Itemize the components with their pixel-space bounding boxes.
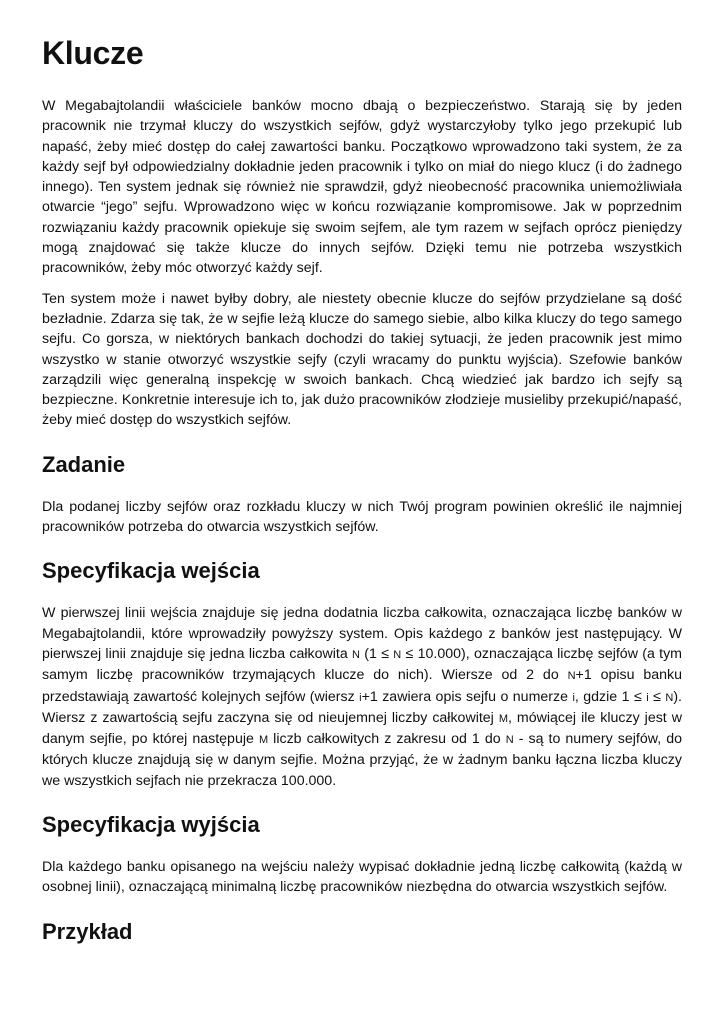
variable-n: N — [352, 648, 360, 661]
intro-paragraph-1: W Megabajtolandii właściciele banków mocno dbają o bezpieczeństwo. Starają się by jeden pracownik nie trzymał kluczy do wszystkich sejfów, gdyż wystarczyłoby tylko jego przekupić lub napaść, żeby mieć dostęp do całej zawartości banku. Początkowo wprowadzono taki system, że za każdy sejf był odpowiedzialny dokładnie jeden pracownik i tylko on miał do niego klucz (i do żadnego innego). Ten system jednak się również nie sprawdził, gdyż nieobecność pracownika uniemożliwiała otwarcie “jego” sejfu. Wprowadzono więc w końcu rozwiązanie kompromisowe. Jak w poprzednim rozwiązaniu każdy pracownik opiekuje się swoim sejfem, ale tym razem w sejfach oprócz pieniędzy mogą znajdować się także klucze do innych sejfów. Dzięki temu nie potrzeba wszystkich pracowników, żeby móc otworzyć każdy sejf. — [42, 98, 682, 277]
variable-i: i — [646, 691, 649, 704]
input-text-part: , mówiącej ile kluczy jest w danym sejfie, po której następuje — [42, 709, 682, 748]
variable-m: M — [258, 734, 269, 747]
variable-m: M — [498, 712, 508, 725]
variable-n: N — [393, 648, 402, 661]
example-heading: Przykład — [42, 918, 133, 944]
variable-n: N — [665, 691, 674, 704]
input-text-part: +1 zawiera opis sejfu o numerze — [361, 688, 573, 705]
input-text-part: ). Wiersz z zawartością sejfu zaczyna się od nieujemnej liczby całkowitej — [42, 688, 682, 726]
intro-paragraph-2: Ten system może i nawet byłby dobry, ale niestety obecnie klucze do sejfów przydzielane są dość bezładnie. Zdarza się tak, że w sejfie leżą klucze do samego siebie, albo kilka kluczy do tego samego sejfu. Co gorsza, w niektórych bankach dochodzi do takiej sytuacji, że jeden pracownik jest mimo wszystko w stanie otworzyć wszystkie sejfy (czyli wracamy do punktu wyjścia). Szefowie banków zarządzili więc generalną inspekcję w swoich bankach. Chcą wiedzieć jak bardzo ich sejfy są bezpieczne. Konkretnie interesuje ich to, jak dużo pracowników złodzieje musieliby przekupić/napaść, żeby mieć dostęp do wszystkich sejfów. — [42, 290, 682, 429]
task-heading: Zadanie — [42, 451, 126, 477]
document-page — [42, 34, 682, 964]
task-text: Dla podanej liczby sejfów oraz rozkładu kluczy w nich Twój program powinien określić ile najmniej pracowników potrzeba do otwarcia wszystkich sejfów. — [42, 498, 682, 536]
input-text-part: , gdzie 1 ≤ — [574, 688, 647, 705]
output-spec-text: Dla każdego banku opisanego na wejściu należy wypisać dokładnie jedną liczbę całkowitą (każdą w osobnej linii), oznaczającą minimalną liczbę pracowników niezbędna do otwarcia wszystkich sejfów. — [42, 859, 682, 896]
input-text-part: liczb całkowitych z zakresu od 1 do — [268, 731, 506, 748]
variable-n: N — [505, 734, 514, 747]
input-spec-text — [42, 603, 682, 791]
input-text-part: (1 ≤ — [360, 645, 394, 662]
input-text-part: ≤ — [648, 688, 666, 705]
variable-i: i — [359, 691, 362, 704]
page-title: Klucze — [42, 35, 144, 71]
input-text-part: W pierwszej linii wejścia znajduje się jedna dodatnia liczba całkowita, oznaczająca liczbę banków w Megabajtolandii, które wprowadziły powyższy system. Opis każdego z banków jest następujący. W pierwszej linii znajduje się jedna liczba całkowita — [42, 605, 682, 662]
input-text-part: +1 opisu banku przedstawiają zawartość kolejnych sejfów (wiersz — [42, 667, 682, 705]
input-text-part: - są to numery sejfów, do których klucze znajdują się w danym sejfie. Można przyjąć, że w żadnym banku łączna liczba kluczy we wszystkich sejfach nie przekracza 100.000. — [42, 731, 682, 789]
input-text-part: ≤ 10.000), oznaczająca liczbę sejfów (a tym samym liczbę pracowników trzymających klucze do nich). Wiersze od 2 do — [42, 645, 683, 684]
input-spec-heading: Specyfikacja wejścia — [42, 558, 260, 584]
variable-i: i — [572, 691, 575, 704]
variable-n: N — [567, 670, 576, 683]
output-spec-heading: Specyfikacja wyjścia — [42, 812, 260, 838]
